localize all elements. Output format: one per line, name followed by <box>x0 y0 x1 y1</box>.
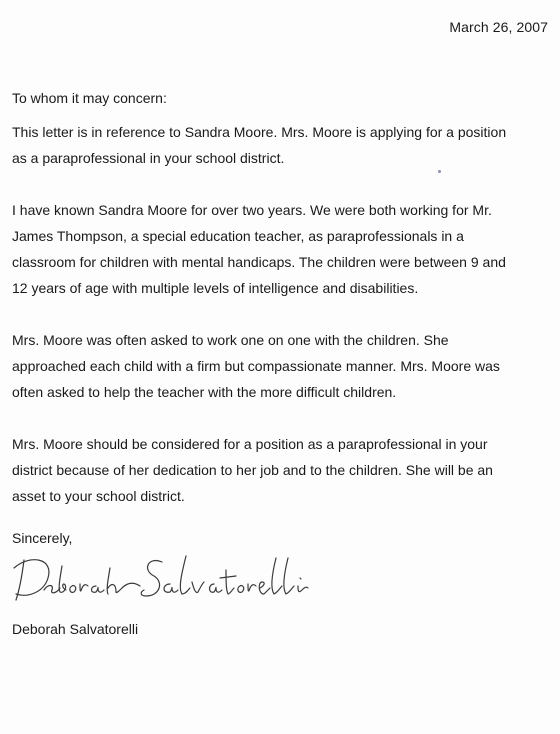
salutation: To whom it may concern: <box>12 90 167 106</box>
scan-speck <box>438 170 441 173</box>
letter-date: March 26, 2007 <box>449 19 548 35</box>
paragraph-4: Mrs. Moore should be considered for a position as a paraprofessional in your district because of her dedication to her job and to the children. She will be an asset to your school district. <box>12 436 493 504</box>
closing: Sincerely, <box>12 530 73 546</box>
handwritten-signature <box>10 548 310 608</box>
paragraph-1: This letter is in reference to Sandra Moore. Mrs. Moore is applying for a position as a paraprofessional in your school district. <box>12 124 507 166</box>
signer-name: Deborah Salvatorelli <box>12 621 139 637</box>
paragraph-3: Mrs. Moore was often asked to work one on one with the children. She approached each child with a firm but compassionate manner. Mrs. Moore was often asked to help the teacher with the more difficult children. <box>12 332 500 400</box>
paragraph-2: I have known Sandra Moore for over two years. We were both working for Mr. James Thompson, a special education teacher, as paraprofessionals in a classroom for children with mental handicaps. The children were between 9 and 12 years of age with multiple levels of intelligence and disabilities. <box>12 202 506 296</box>
